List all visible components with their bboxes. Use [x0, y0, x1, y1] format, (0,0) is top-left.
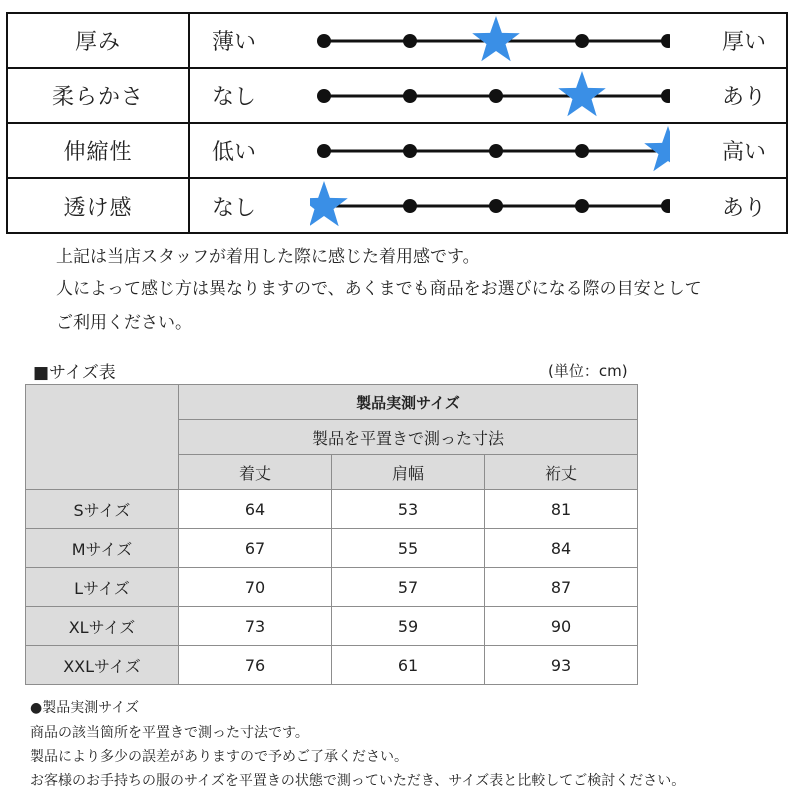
- value-cell: 70: [179, 568, 332, 607]
- corner-cell: [26, 385, 179, 490]
- table-row: [26, 607, 638, 646]
- scale-low-label: 低い: [212, 140, 257, 165]
- value-cell: 81: [485, 490, 638, 529]
- table-row: [26, 646, 638, 685]
- size-chart-unit: (単位：cm): [548, 362, 628, 380]
- table-row: [26, 568, 638, 607]
- scale-high-label: 高い: [722, 140, 767, 165]
- scale-svg: [310, 14, 670, 69]
- scale-high-label: あり: [722, 196, 767, 221]
- column-header: 着丈: [179, 455, 332, 490]
- scale-dot: [403, 34, 417, 48]
- value-cell: 90: [485, 607, 638, 646]
- scale-track: [310, 69, 670, 122]
- scale-dot: [317, 89, 331, 103]
- value-cell: 64: [179, 490, 332, 529]
- scale-dot: [661, 89, 670, 103]
- rating-star-icon: [472, 16, 520, 61]
- size-label: Sサイズ: [26, 490, 179, 529]
- footnote-heading: ●製品実測サイズ: [30, 700, 140, 716]
- size-chart-table: [25, 384, 638, 685]
- value-cell: 67: [179, 529, 332, 568]
- note-line: 上記は当店スタッフが着用した際に感じた着用感です。: [56, 247, 480, 267]
- scale-dot: [489, 144, 503, 158]
- value-cell: 73: [179, 607, 332, 646]
- scale-dot: [403, 144, 417, 158]
- scale-low-label: なし: [212, 196, 257, 221]
- rating-star-icon: [310, 181, 348, 226]
- feel-scale-table: [6, 12, 788, 234]
- note-line: ご利用ください。: [56, 313, 192, 333]
- size-label: Mサイズ: [26, 529, 179, 568]
- scale-svg: [310, 124, 670, 179]
- scale-dot: [575, 199, 589, 213]
- scale-track: [310, 14, 670, 67]
- column-header: 裄丈: [485, 455, 638, 490]
- size-chart-title: ■サイズ表: [33, 363, 116, 383]
- size-label: XXLサイズ: [26, 646, 179, 685]
- scale-dot: [403, 199, 417, 213]
- scale-attribute: 透け感: [8, 179, 190, 234]
- scale-row-softness: [8, 69, 786, 124]
- rating-star-icon: [644, 126, 670, 171]
- scale-dot: [489, 199, 503, 213]
- scale-track: [310, 124, 670, 177]
- size-label: XLサイズ: [26, 607, 179, 646]
- scale-attribute: 柔らかさ: [8, 69, 190, 122]
- value-cell: 87: [485, 568, 638, 607]
- value-cell: 93: [485, 646, 638, 685]
- header-sub: 製品を平置きで測った寸法: [179, 420, 638, 455]
- scale-low-label: 薄い: [212, 30, 257, 55]
- scale-attribute: 伸縮性: [8, 124, 190, 177]
- scale-row-thickness: [8, 14, 786, 69]
- scale-dot: [661, 34, 670, 48]
- scale-svg: [310, 179, 670, 234]
- footnote-line: お客様のお手持ちの服のサイズを平置きの状態で測っていただき、サイズ表と比較してご検討ください。: [30, 773, 686, 789]
- scale-dot: [317, 34, 331, 48]
- scale-high-label: あり: [722, 85, 767, 110]
- scale-dot: [403, 89, 417, 103]
- scale-dot: [489, 89, 503, 103]
- scale-track: [310, 179, 670, 234]
- note-line: 人によって感じ方は異なりますので、あくまでも商品をお選びになる際の目安として: [56, 279, 702, 299]
- scale-low-label: なし: [212, 85, 257, 110]
- footnote-line: 商品の該当箇所を平置きで測った寸法です。: [30, 725, 309, 741]
- value-cell: 57: [332, 568, 485, 607]
- scale-dot: [317, 144, 331, 158]
- rating-star-icon: [558, 71, 606, 116]
- scale-row-sheerness: [8, 179, 786, 234]
- footnote-line: 製品により多少の誤差がありますので予めご了承ください。: [30, 749, 408, 765]
- header-main: 製品実測サイズ: [179, 385, 638, 420]
- scale-high-label: 厚い: [722, 30, 767, 55]
- scale-row-stretch: [8, 124, 786, 179]
- scale-dot: [661, 199, 670, 213]
- value-cell: 84: [485, 529, 638, 568]
- value-cell: 55: [332, 529, 485, 568]
- value-cell: 59: [332, 607, 485, 646]
- value-cell: 53: [332, 490, 485, 529]
- scale-svg: [310, 69, 670, 124]
- scale-attribute: 厚み: [8, 14, 190, 67]
- scale-dot: [575, 144, 589, 158]
- table-row: [26, 529, 638, 568]
- table-row: [26, 490, 638, 529]
- size-label: Lサイズ: [26, 568, 179, 607]
- column-header: 肩幅: [332, 455, 485, 490]
- value-cell: 76: [179, 646, 332, 685]
- scale-dot: [575, 34, 589, 48]
- value-cell: 61: [332, 646, 485, 685]
